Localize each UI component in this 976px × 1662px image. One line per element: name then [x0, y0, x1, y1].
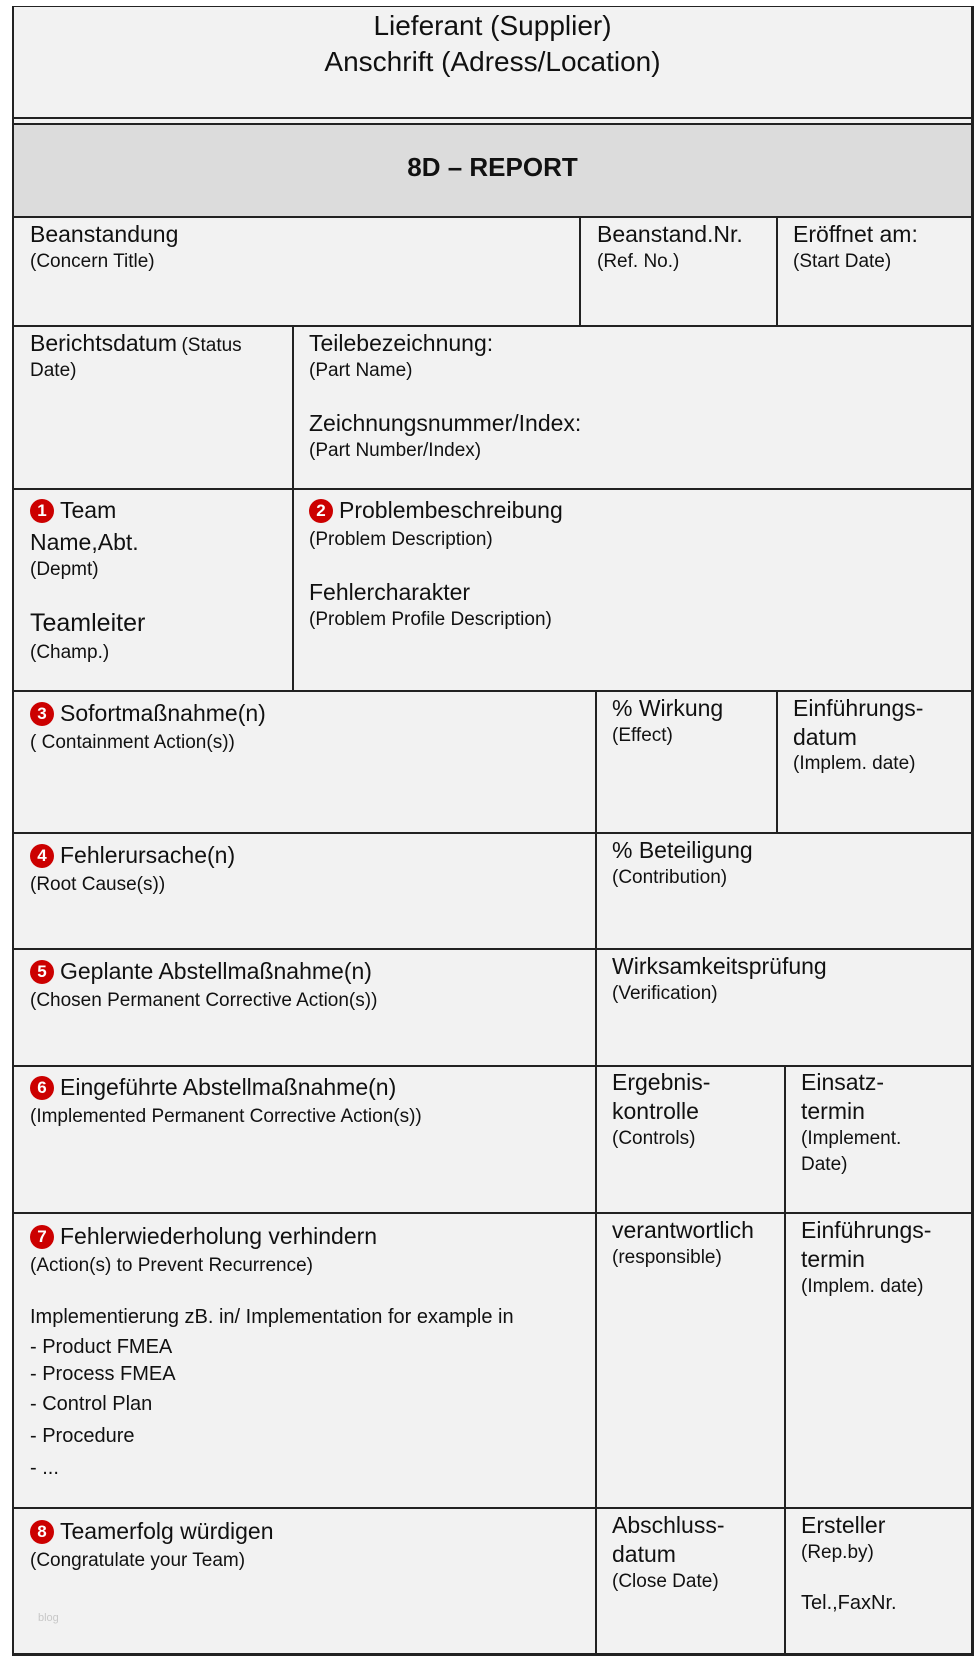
contribution-label: % Beteiligung: [612, 837, 753, 863]
implement-date-en-2: Date): [801, 1154, 848, 1175]
divider: [292, 326, 294, 691]
divider: [784, 1066, 786, 1653]
list-item: - ...: [30, 1457, 59, 1479]
part-name-en: (Part Name): [309, 360, 413, 381]
divider: [14, 832, 971, 834]
step-3-badge: 3: [30, 702, 54, 726]
containment-en: ( Containment Action(s)): [30, 732, 235, 753]
status-date-label: Berichtsdatum (Status: [30, 330, 242, 356]
contribution-en: (Contribution): [612, 867, 728, 888]
recurrence-date-en: (Implem. date): [801, 1276, 924, 1297]
implementation-intro: Implementierung zB. in/ Implementation for example in: [30, 1306, 514, 1328]
implement-date-label-2: termin: [801, 1098, 865, 1124]
rep-by-en: (Rep.by): [801, 1542, 874, 1563]
d1-team-heading: 1 Team: [30, 496, 116, 525]
divider: [14, 325, 971, 327]
divider: [14, 1212, 971, 1214]
supplier-label: Lieferant (Supplier): [373, 10, 612, 41]
d8-congratulate-heading: 8 Teamerfolg würdigen: [30, 1517, 274, 1546]
d2-problem-heading: 2 Problembeschreibung: [309, 496, 563, 525]
start-date-en: (Start Date): [793, 251, 892, 272]
tel-fax-label: Tel.,FaxNr.: [801, 1592, 897, 1614]
controls-label-1: Ergebnis-: [612, 1069, 711, 1095]
divider: [776, 217, 778, 326]
step-8-badge: 8: [30, 1520, 54, 1544]
step-1-badge: 1: [30, 499, 54, 523]
implem-date-en: (Implem. date): [793, 753, 916, 774]
team-name-label: Name,Abt.: [30, 529, 139, 555]
divider: [14, 123, 971, 125]
chosen-action-en: (Chosen Permanent Corrective Action(s)): [30, 990, 378, 1011]
divider: [14, 1507, 971, 1509]
d4-root-cause-heading: 4 Fehlerursache(n): [30, 841, 235, 870]
implement-date-en-1: (Implement.: [801, 1128, 902, 1149]
team-name-en: (Depmt): [30, 559, 99, 580]
part-number-en: (Part Number/Index): [309, 440, 482, 461]
problem-profile-en: (Problem Profile Description): [309, 609, 552, 630]
prevent-recurrence-en: (Action(s) to Prevent Recurrence): [30, 1255, 313, 1276]
list-item: - Procedure: [30, 1425, 135, 1447]
problem-description-en: (Problem Description): [309, 529, 493, 550]
divider: [776, 691, 778, 833]
list-item: - Product FMEA: [30, 1336, 173, 1358]
step-7-badge: 7: [30, 1225, 54, 1249]
problem-profile-label: Fehlercharakter: [309, 579, 471, 605]
d5-chosen-action-heading: 5 Geplante Abstellmaßnahme(n): [30, 957, 372, 986]
verification-en: (Verification): [612, 983, 718, 1004]
implem-date-label-1: Einführungs-: [793, 695, 924, 721]
part-name-label: Teilebezeichnung:: [309, 330, 494, 356]
responsible-label: verantwortlich: [612, 1217, 754, 1243]
watermark: blog: [38, 1612, 59, 1624]
report-title: 8D – REPORT: [407, 152, 578, 182]
step-6-badge: 6: [30, 1076, 54, 1100]
responsible-en: (responsible): [612, 1247, 722, 1268]
divider: [14, 117, 971, 119]
concern-title-en: (Concern Title): [30, 251, 155, 272]
divider: [14, 216, 971, 218]
part-number-label: Zeichnungsnummer/Index:: [309, 410, 582, 436]
close-date-label-2: datum: [612, 1541, 676, 1567]
divider: [595, 691, 597, 1653]
recurrence-date-label-2: termin: [801, 1246, 865, 1272]
implemented-action-en: (Implemented Permanent Corrective Action(s)): [30, 1106, 422, 1127]
effect-en: (Effect): [612, 725, 673, 746]
recurrence-date-label-1: Einführungs-: [801, 1217, 932, 1243]
ref-no-label: Beanstand.Nr.: [597, 221, 743, 247]
address-label: Anschrift (Adress/Location): [324, 46, 661, 77]
root-cause-en: (Root Cause(s)): [30, 874, 166, 895]
controls-label-2: kontrolle: [612, 1098, 699, 1124]
congratulate-en: (Congratulate your Team): [30, 1550, 246, 1571]
divider: [14, 948, 971, 950]
concern-title-label: Beanstandung: [30, 221, 179, 247]
verification-label: Wirksamkeitsprüfung: [612, 953, 827, 979]
start-date-label: Eröffnet am:: [793, 221, 918, 247]
step-4-badge: 4: [30, 844, 54, 868]
controls-en: (Controls): [612, 1128, 696, 1149]
list-item: - Control Plan: [30, 1393, 153, 1415]
implement-date-label-1: Einsatz-: [801, 1069, 885, 1095]
close-date-label-1: Abschluss-: [612, 1512, 725, 1538]
divider: [14, 488, 971, 490]
step-2-badge: 2: [309, 499, 333, 523]
d6-implemented-action-heading: 6 Eingeführte Abstellmaßnahme(n): [30, 1073, 396, 1102]
status-date-en: Date): [30, 360, 77, 381]
divider: [14, 1065, 971, 1067]
team-leader-label: Teamleiter: [30, 609, 146, 637]
d7-prevent-recurrence-heading: 7 Fehlerwiederholung verhindern: [30, 1222, 377, 1251]
team-leader-en: (Champ.): [30, 642, 110, 663]
header-titles: [14, 8, 971, 80]
divider: [14, 690, 971, 692]
divider: [579, 217, 581, 326]
rep-by-label: Ersteller: [801, 1512, 886, 1538]
ref-no-en: (Ref. No.): [597, 251, 680, 272]
list-item: - Process FMEA: [30, 1363, 176, 1385]
step-5-badge: 5: [30, 960, 54, 984]
effect-label: % Wirkung: [612, 695, 724, 721]
d3-containment-heading: 3 Sofortmaßnahme(n): [30, 699, 266, 728]
close-date-en: (Close Date): [612, 1571, 719, 1592]
implem-date-label-2: datum: [793, 724, 857, 750]
